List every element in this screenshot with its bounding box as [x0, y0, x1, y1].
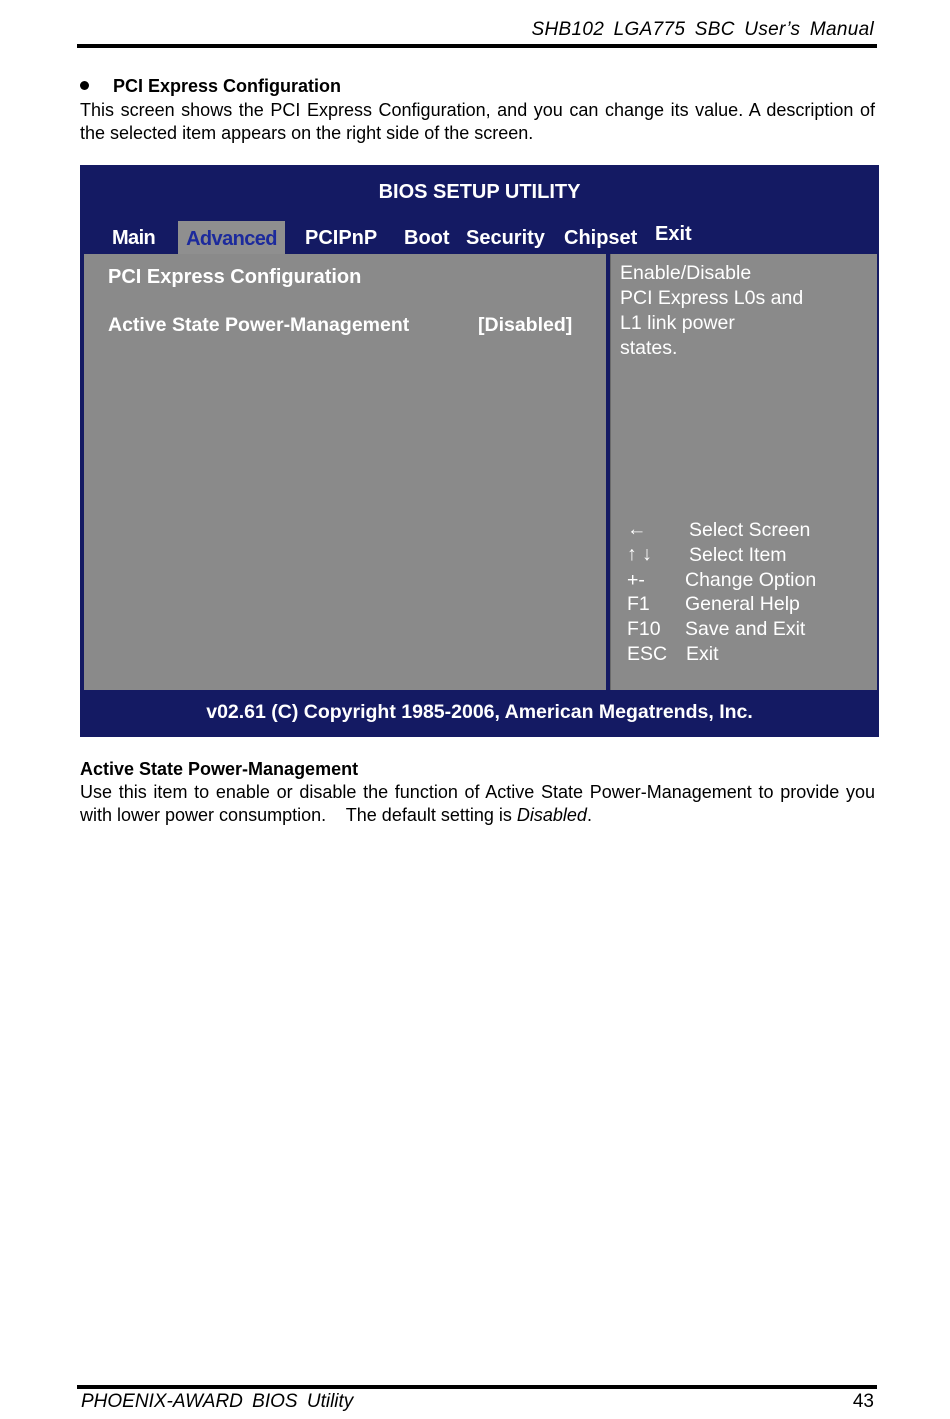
aspm-option-value[interactable]: [Disabled] [478, 314, 573, 336]
key-action: Exit [686, 643, 719, 665]
bios-copyright: v02.61 (C) Copyright 1985-2006, American Megatrends, Inc. [206, 701, 753, 723]
help-pane [610, 254, 877, 690]
key-action: Save and Exit [685, 618, 806, 640]
key-label: F10 [627, 618, 661, 640]
manual-title: SHB102 LGA775 SBC User’s Manual [531, 19, 874, 40]
settings-pane [84, 254, 607, 690]
key-action: Select Screen [689, 519, 811, 541]
footer-chapter: PHOENIX-AWARD BIOS Utility [81, 1391, 354, 1412]
default-value: Disabled [516, 804, 587, 825]
key-label: +- [627, 569, 645, 591]
tab-pcipnp[interactable]: PCIPnP [305, 227, 378, 249]
bios-tab-bar [80, 221, 879, 255]
key-action: General Help [685, 593, 800, 615]
item-description [80, 781, 881, 826]
help-line: Enable/Disable [620, 262, 752, 284]
header-rule [77, 44, 877, 48]
aspm-option-label[interactable]: Active State Power-Management [108, 314, 410, 336]
item-description-text: Use this item to enable or disable the function of Active State Power-Management to provide you with lower power consumption. The default setting is [80, 782, 881, 825]
tab-chipset[interactable]: Chipset [564, 227, 638, 249]
tab-exit[interactable]: Exit [655, 223, 692, 245]
tab-boot[interactable]: Boot [404, 227, 450, 249]
bios-title: BIOS SETUP UTILITY [378, 181, 581, 203]
key-action: Select Item [689, 544, 787, 566]
item-heading: Active State Power-Management [80, 759, 359, 779]
tab-main[interactable]: Main [112, 227, 156, 249]
key-label: F1 [627, 593, 650, 615]
section-intro: This screen shows the PCI Express Configuration, and you can change its value. A description of the selected item appears on the right side of the screen. [80, 100, 875, 143]
bullet-icon [80, 81, 89, 90]
up-down-arrow-icon: ↑ ↓ [627, 543, 652, 565]
help-line: L1 link power [620, 312, 735, 334]
footer-rule [77, 1385, 877, 1389]
page-number: 43 [852, 1391, 874, 1412]
tab-security[interactable]: Security [466, 227, 545, 249]
help-line: PCI Express L0s and [620, 287, 804, 309]
key-label: ESC [627, 643, 668, 665]
key-action: Change Option [685, 569, 817, 591]
help-line: states. [620, 337, 678, 359]
bios-screenshot [80, 165, 879, 737]
section-heading-text: PCI Express Configuration [113, 76, 342, 96]
left-arrow-icon: ← [627, 518, 647, 540]
item-description-end: . [586, 804, 592, 825]
section-heading [80, 76, 341, 97]
tab-advanced[interactable]: Advanced [178, 221, 285, 255]
pane-title: PCI Express Configuration [108, 266, 362, 288]
